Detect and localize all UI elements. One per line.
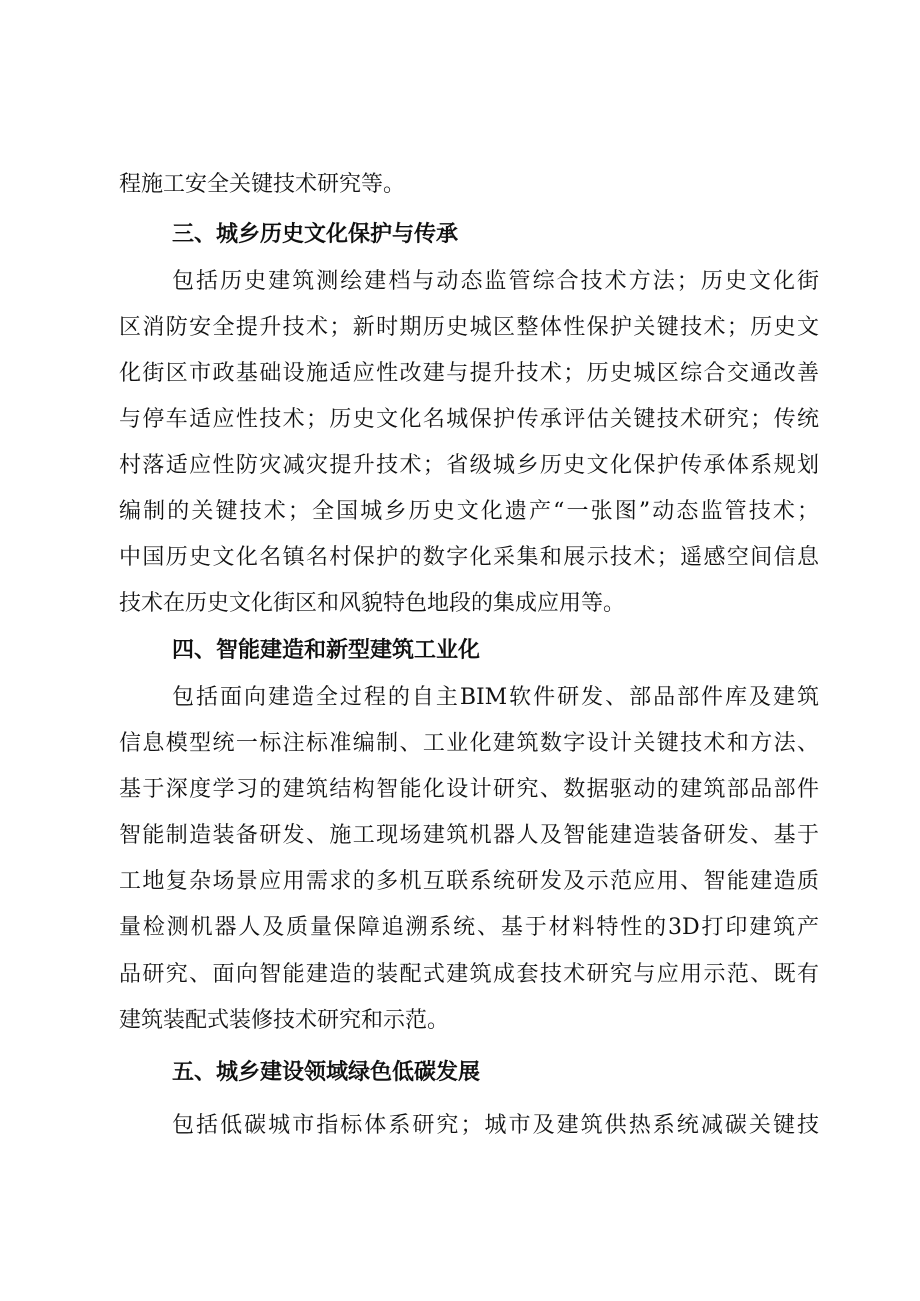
paragraph-line: 智能制造装备研发、施工现场建筑机器人及智能建造装备研发、基于 <box>119 823 819 848</box>
section-heading-5: 五、城乡建设领域绿色低碳发展 <box>172 1060 481 1085</box>
paragraph-line: 信息模型统一标注标准编制、工业化建筑数字设计关键技术和方法、 <box>119 731 819 756</box>
paragraph-line: 包括历史建筑测绘建档与动态监管综合技术方法；历史文化街 <box>172 269 819 294</box>
paragraph-line: 建筑装配式装修技术研究和示范。 <box>119 1008 450 1033</box>
paragraph-line: 区消防安全提升技术；新时期历史城区整体性保护关键技术；历史文 <box>119 315 819 340</box>
paragraph-line: 品研究、面向智能建造的装配式建筑成套技术研究与应用示范、既有 <box>119 962 819 987</box>
paragraph-line: 包括面向建造全过程的自主BIM软件研发、部品部件库及建筑 <box>172 685 819 710</box>
paragraph-line: 基于深度学习的建筑结构智能化设计研究、数据驱动的建筑部品部件 <box>119 777 819 802</box>
paragraph-line: 化街区市政基础设施适应性改建与提升技术；历史城区综合交通改善 <box>119 361 819 386</box>
paragraph-line: 包括低碳城市指标体系研究；城市及建筑供热系统减碳关键技 <box>172 1113 819 1138</box>
paragraph-line: 技术在历史文化街区和风貌特色地段的集成应用等。 <box>119 591 626 616</box>
paragraph-line: 村落适应性防灾减灾提升技术；省级城乡历史文化保护传承体系规划 <box>119 453 819 478</box>
section-heading-4: 四、智能建造和新型建筑工业化 <box>172 638 481 663</box>
paragraph-line: 与停车适应性技术；历史文化名城保护传承评估关键技术研究；传统 <box>119 407 819 432</box>
paragraph-line: 工地复杂场景应用需求的多机互联系统研发及示范应用、智能建造质 <box>119 869 819 894</box>
paragraph-line: 中国历史文化名镇名村保护的数字化采集和展示技术；遥感空间信息 <box>119 545 819 570</box>
section-heading-3: 三、城乡历史文化保护与传承 <box>172 222 459 247</box>
paragraph-line: 编制的关键技术；全国城乡历史文化遗产“一张图”动态监管技术； <box>119 499 819 524</box>
paragraph-line: 程施工安全关键技术研究等。 <box>119 172 406 197</box>
paragraph-line: 量检测机器人及质量保障追溯系统、基于材料特性的3D打印建筑产 <box>119 915 819 940</box>
